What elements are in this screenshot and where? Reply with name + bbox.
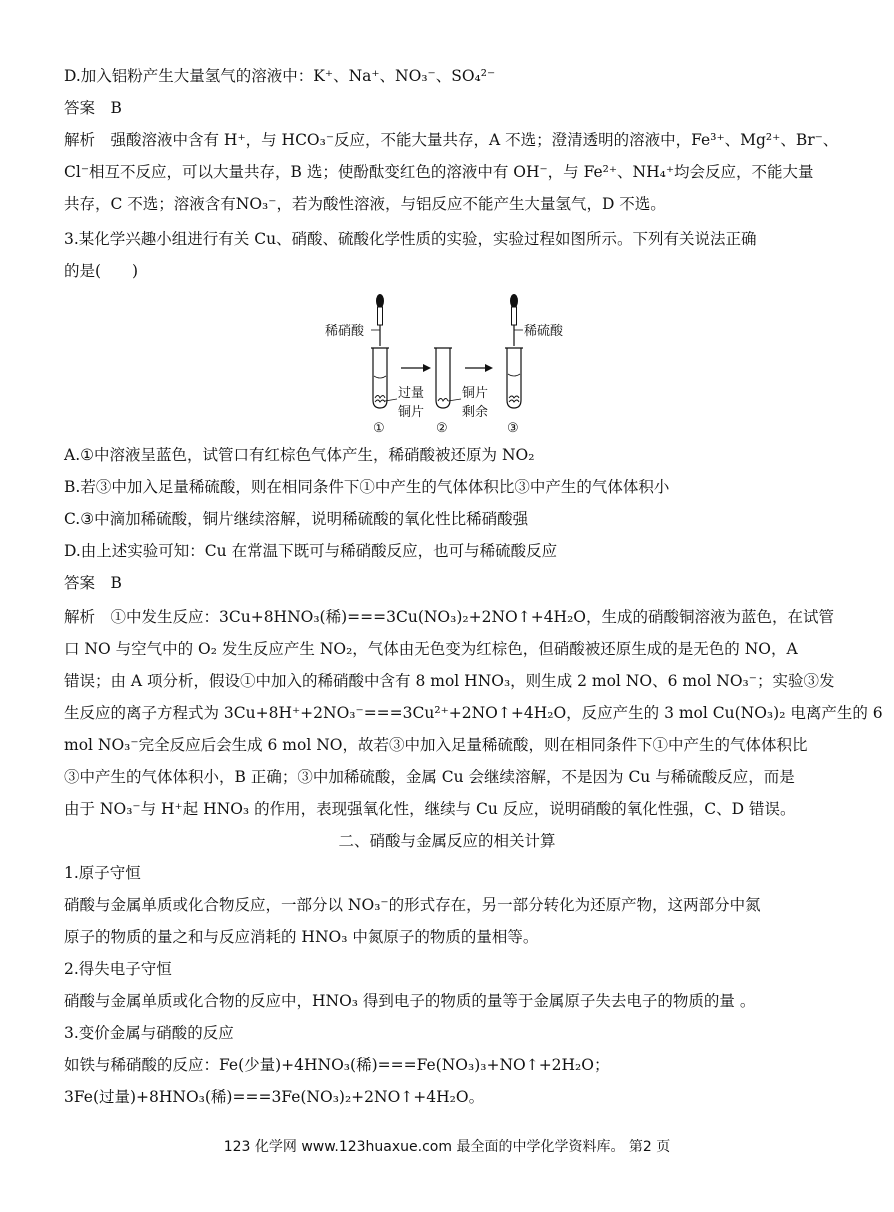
test-tube-3 (505, 348, 523, 408)
answer-label: 答案 B (64, 574, 122, 592)
label-dilute-sulfuric: 稀硫酸 (524, 324, 564, 339)
option-b: B.若③中加入足量稀硫酸，则在相同条件下①中产生的气体体积比③中产生的气体体积小 (64, 478, 670, 496)
question-3: 3.某化学兴趣小组进行有关 Cu、硝酸、硫酸化学性质的实验，实验过程如图所示。下列有关说法正确 (64, 230, 757, 248)
equation-line: 如铁与稀硝酸的反应：Fe(少量)+4HNO₃(稀)===Fe(NO₃)₃+NO↑+2H₂O； (64, 1056, 610, 1074)
body-paragraph: 硝酸与金属单质或化合物反应，一部分以 NO₃⁻的形式存在，另一部分转化为还原产物，这两部分中氮 (64, 896, 761, 914)
answer-label: 答案 B (64, 99, 122, 117)
analysis-line: Cl⁻相互不反应，可以大量共存，B 选；使酚酞变红色的溶液中有 OH⁻，与 Fe²⁺、NH₄⁺均会反应，不能大量 (64, 163, 814, 181)
body-paragraph: 原子的物质的量之和与反应消耗的 HNO₃ 中氮原子的物质的量相等。 (64, 928, 539, 946)
tube-number-2: ② (436, 421, 448, 436)
label-copper: 铜片 (398, 405, 425, 420)
equation-line: 3Fe(过量)+8HNO₃(稀)===3Fe(NO₃)₂+2NO↑+4H₂O。 (64, 1088, 485, 1106)
analysis-line: 共存，C 不选；溶液含有NO₃⁻，若为酸性溶液，与铝反应不能产生大量氢气，D 不选。 (64, 195, 666, 213)
subheading-2: 2.得失电子守恒 (64, 960, 172, 978)
tube-number-1: ① (373, 421, 385, 436)
subheading-1: 1.原子守恒 (64, 864, 141, 882)
analysis-line: 解析 强酸溶液中含有 H⁺，与 HCO₃⁻反应，不能大量共存，A 不选；澄清透明的溶液中，Fe³⁺、Mg²⁺、Br⁻、 (64, 131, 839, 149)
analysis-line: 错误；由 A 项分析，假设①中加入的稀硝酸中含有 8 mol HNO₃，则生成 2 mol NO、6 mol NO₃⁻；实验③发 (64, 672, 835, 690)
option-d-prev: D.加入铝粉产生大量氢气的溶液中：K⁺、Na⁺、NO₃⁻、SO₄²⁻ (64, 67, 496, 85)
question-3-cont: 的是( ) (64, 262, 139, 280)
label-dilute-nitric: 稀硝酸 (325, 324, 365, 339)
option-a: A.①中溶液呈蓝色，试管口有红棕色气体产生，稀硝酸被还原为 NO₂ (64, 446, 535, 464)
analysis-line: 解析 ①中发生反应：3Cu+8HNO₃(稀)===3Cu(NO₃)₂+2NO↑+4H₂O，生成的硝酸铜溶液为蓝色，在试管 (64, 608, 834, 626)
dropper-icon (510, 294, 518, 346)
test-tube-2 (434, 348, 452, 408)
experiment-figure (325, 288, 575, 436)
label-copper-2: 铜片 (462, 386, 489, 401)
dropper-icon (376, 294, 384, 346)
page-footer: 123 化学网 www.123huaxue.com 最全面的中学化学资料库。 第2 页 (223, 1139, 671, 1155)
analysis-line: 生反应的离子方程式为 3Cu+8H⁺+2NO₃⁻===3Cu²⁺+2NO↑+4H₂O，反应产生的 3 mol Cu(NO₃)₂ 电离产生的 6 (64, 704, 883, 722)
analysis-line: mol NO₃⁻完全反应后会生成 6 mol NO，故若③中加入足量稀硫酸，则在相同条件下①中产生的气体体积比 (64, 736, 808, 754)
tube-number-3: ③ (507, 421, 519, 436)
option-d: D.由上述实验可知：Cu 在常温下既可与稀硝酸反应，也可与稀硫酸反应 (64, 542, 558, 560)
body-paragraph: 硝酸与金属单质或化合物的反应中，HNO₃ 得到电子的物质的量等于金属原子失去电子的物质的量 。 (64, 992, 756, 1010)
analysis-line: 口 NO 与空气中的 O₂ 发生反应产生 NO₂，气体由无色变为红棕色，但硝酸被还原生成的是无色的 NO，A (64, 640, 798, 658)
analysis-line: 由于 NO₃⁻与 H⁺起 HNO₃ 的作用，表现强氧化性，继续与 Cu 反应，说明硝酸的氧化性强，C、D 错误。 (64, 800, 796, 818)
subheading-3: 3.变价金属与硝酸的反应 (64, 1024, 234, 1042)
label-remain: 剩余 (462, 405, 489, 420)
analysis-line: ③中产生的气体体积小，B 正确；③中加稀硫酸，金属 Cu 会继续溶解，不是因为 Cu 与稀硫酸反应，而是 (64, 768, 795, 786)
test-tube-1 (371, 348, 389, 408)
section-heading: 二、硝酸与金属反应的相关计算 (338, 832, 556, 850)
option-c: C.③中滴加稀硫酸，铜片继续溶解，说明稀硫酸的氧化性比稀硝酸强 (64, 510, 529, 528)
label-excess: 过量 (398, 386, 425, 401)
